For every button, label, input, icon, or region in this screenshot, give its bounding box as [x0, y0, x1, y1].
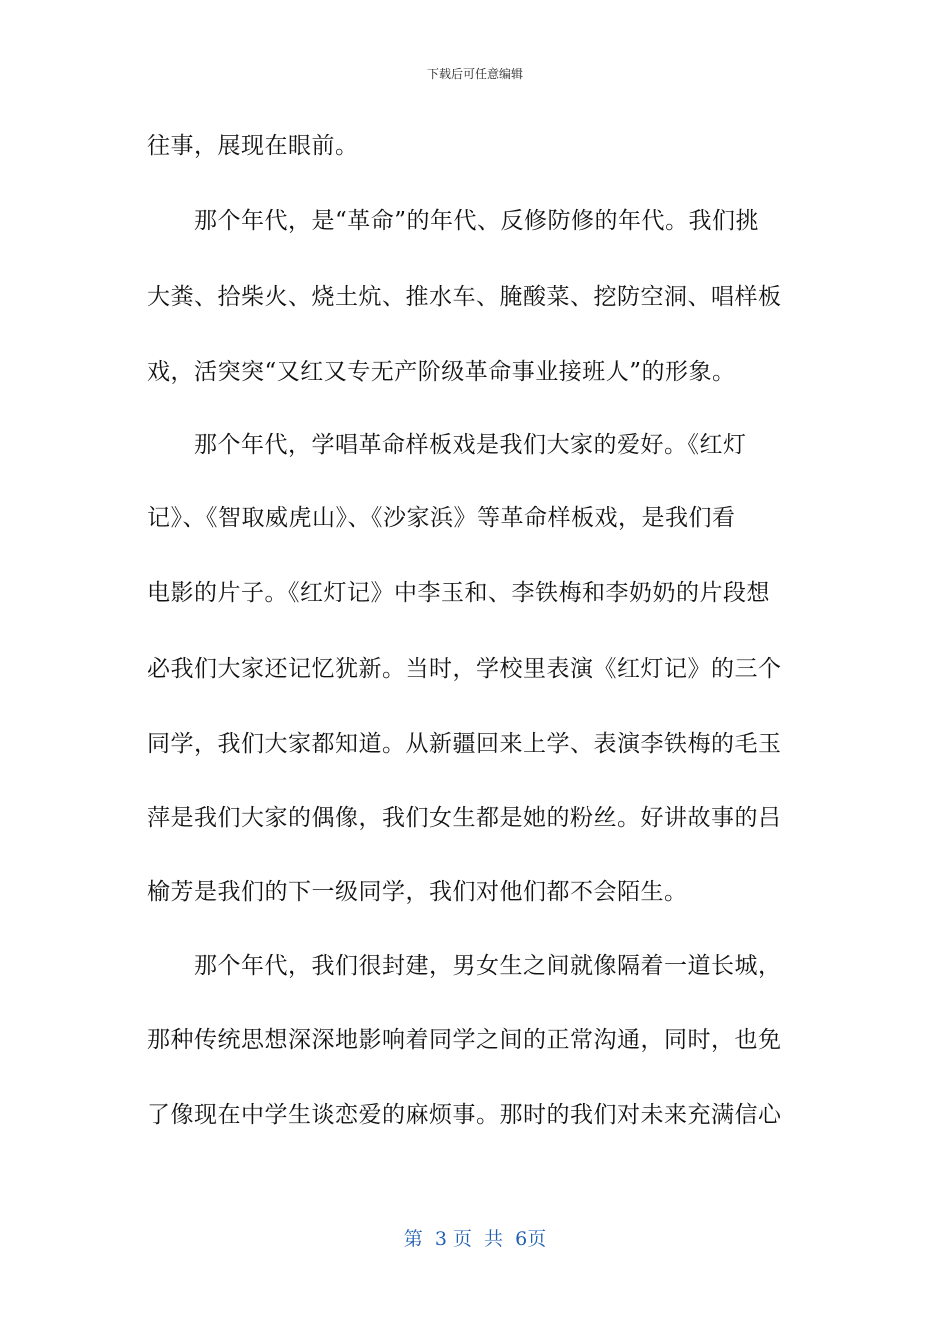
text-line: 大粪、拾柴火、烧土炕、推水车、腌酸菜、挖防空洞、唱样板	[147, 284, 782, 310]
text-line: 同学，我们大家都知道。从新疆回来上学、表演李铁梅的毛玉	[147, 731, 782, 757]
text-line: 必我们大家还记忆犹新。当时，学校里表演《红灯记》的三个	[147, 656, 782, 682]
page-header: 下载后可任意编辑	[426, 67, 523, 81]
text-line: 了像现在中学生谈恋爱的麻烦事。那时的我们对未来充满信心	[147, 1102, 782, 1128]
text-line: 那种传统思想深深地影响着同学之间的正常沟通，同时，也免	[147, 1027, 782, 1053]
text-line: 那个年代，我们很封建，男女生之间就像隔着一道长城，	[147, 953, 782, 979]
page-number-footer: 第 3 页 共 6页	[403, 1228, 547, 1250]
text-line: 萍是我们大家的偶像，我们女生都是她的粉丝。好讲故事的吕	[147, 805, 782, 831]
text-line: 记》、《智取威虎山》、《沙家浜》等革命样板戏，是我们看	[147, 505, 736, 531]
text-line: 那个年代，学唱革命样板戏是我们大家的爱好。《红灯	[147, 432, 747, 458]
text-line: 电影的片子。《红灯记》中李玉和、李铁梅和李奶奶的片段想	[147, 580, 770, 606]
text-line: 戏，活突突“又红又专无产阶级革命事业接班人”的形象。	[147, 359, 736, 385]
text-line: 榆芳是我们的下一级同学，我们对他们都不会陌生。	[147, 879, 688, 905]
text-line: 往事，展现在眼前。	[147, 133, 359, 159]
text-line: 那个年代，是“革命”的年代、反修防修的年代。我们挑	[147, 208, 760, 234]
